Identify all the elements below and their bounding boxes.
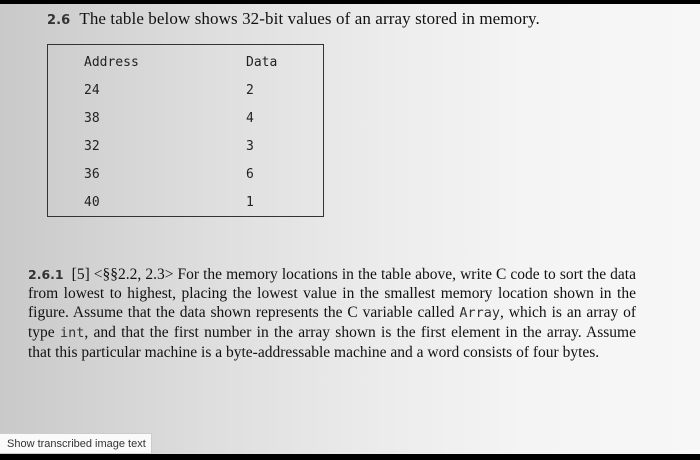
bottom-edge xyxy=(0,454,700,460)
top-edge xyxy=(0,0,700,4)
heading-number: 2.6 xyxy=(47,13,71,28)
problem-text-part1: [5] <§§2.2, 2.3> For the memory locations in the table above, write C code to sort the data from lowest to highest, placing the lowest value in the smallest memory location shown in the figure. Assume that the data shown represents the C variable called xyxy=(28,266,636,321)
table-row-address: 36 xyxy=(84,167,100,182)
table-row-address: 38 xyxy=(84,111,100,126)
problem-text xyxy=(28,265,636,362)
table-row-address: 24 xyxy=(84,83,100,98)
table-row-data: 4 xyxy=(246,111,254,126)
table-row-address: 40 xyxy=(84,195,100,210)
array-code-term: Array xyxy=(459,305,501,321)
problem-text-part3: , and that the first number in the array shown is the first element in the array. Assume that this particular machine is a byte-addressable machine and a word consists of four bytes. xyxy=(28,324,636,361)
problem-text-part2: , which is an array of type xyxy=(28,304,637,341)
data-header: Data xyxy=(246,55,278,70)
table-row-address: 32 xyxy=(84,139,100,154)
heading-text: The table below shows 32-bit values of an array stored in memory. xyxy=(79,9,540,28)
address-header: Address xyxy=(84,55,139,70)
memory-table xyxy=(47,44,324,217)
show-transcribed-text-link[interactable]: Show transcribed image text xyxy=(0,433,152,453)
table-row-data: 1 xyxy=(246,195,254,210)
problem-number: 2.6.1 xyxy=(28,267,64,282)
int-code-term: int xyxy=(59,325,85,341)
question-heading xyxy=(47,9,540,29)
table-row-data: 6 xyxy=(246,167,254,182)
table-row-data: 3 xyxy=(246,139,254,154)
table-row-data: 2 xyxy=(246,83,254,98)
